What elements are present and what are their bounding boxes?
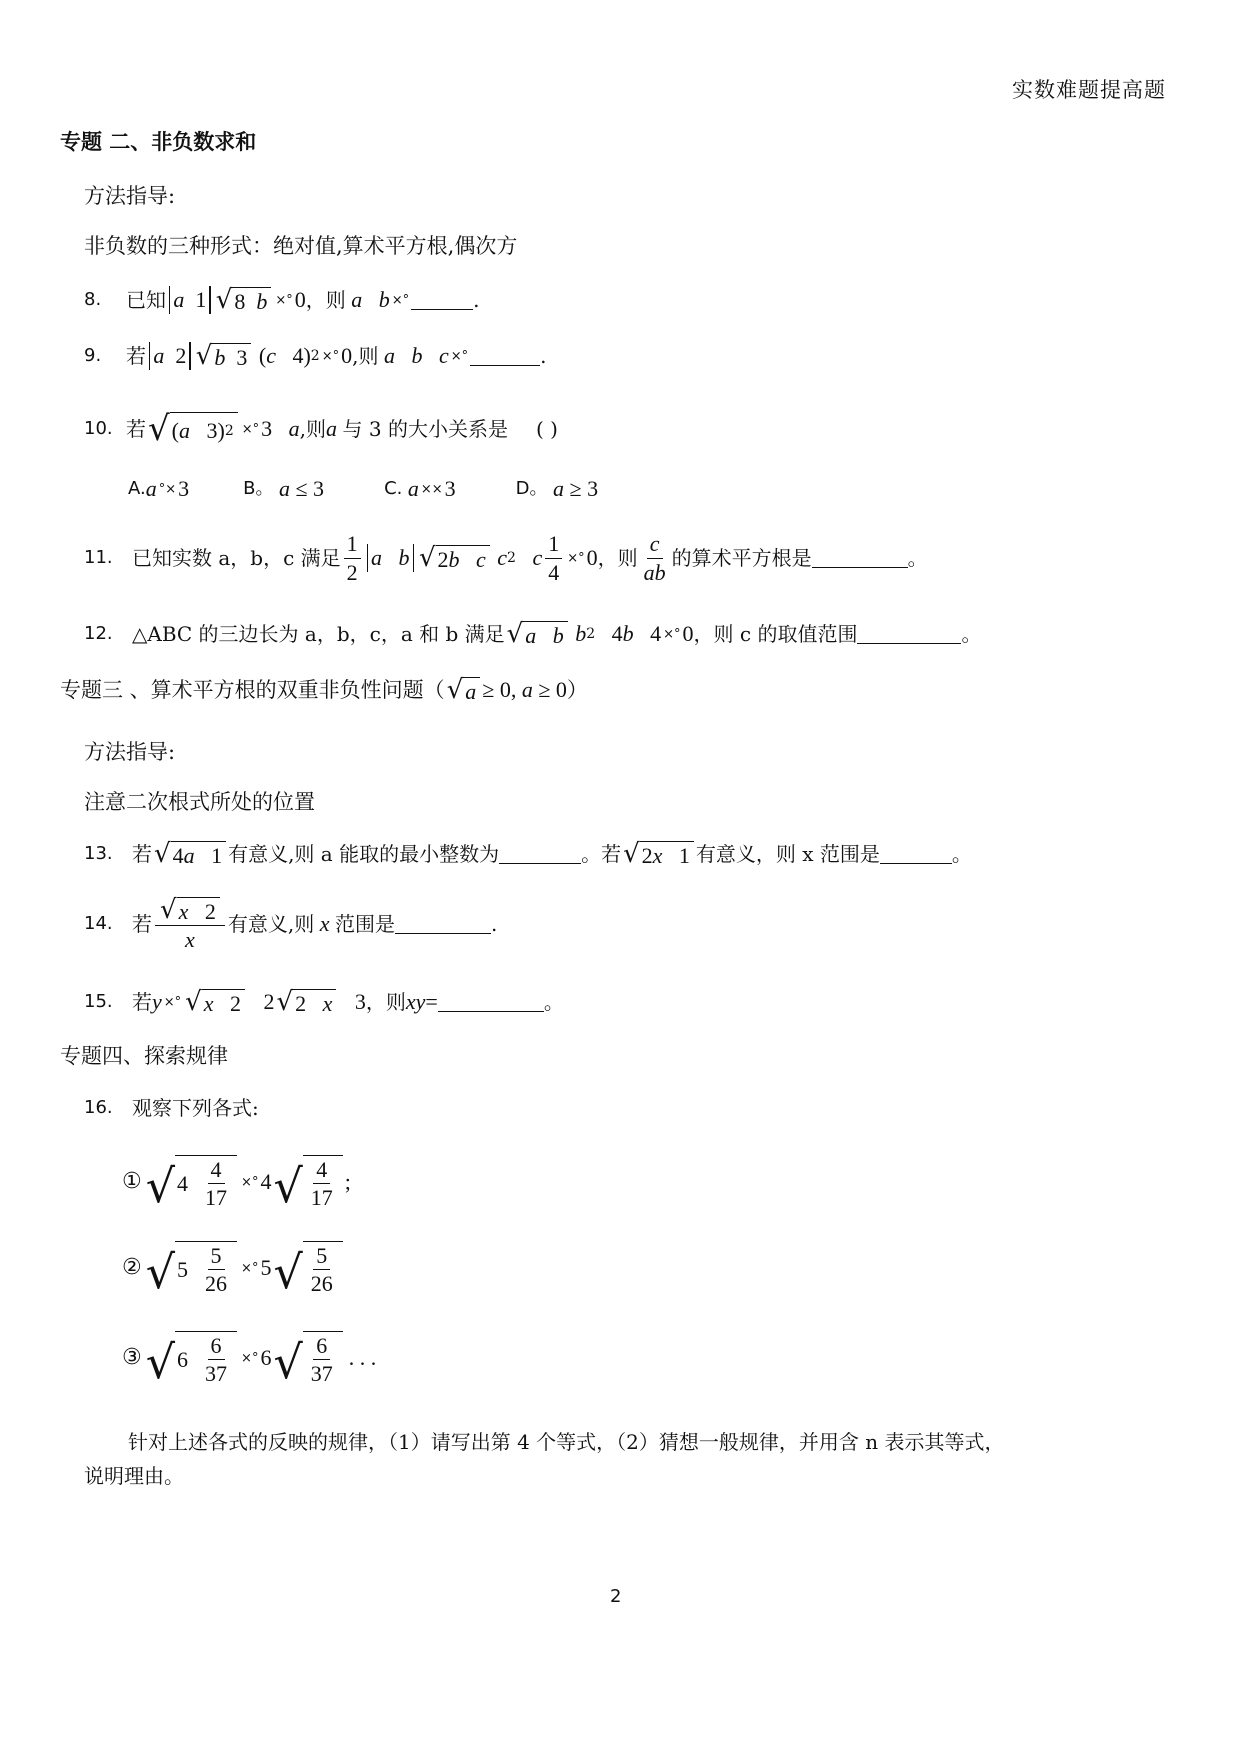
page-number: 2: [610, 1586, 622, 1607]
fraction: $\frac{1}{4}$: [545, 532, 562, 583]
question-11: 11. 已知实数 a，b，c 满足 $\frac{1}{2}$ a b √ 2 b c c 2 c $\frac{1}{4}$ ×° 0 ，则 $\frac{c}{ab}$ 的算术平方根是 。: [84, 531, 928, 585]
question-number: 14.: [84, 913, 113, 934]
abs-bar: [209, 286, 210, 314]
radical: √ 4 a 1: [154, 841, 226, 867]
abs-bar: [169, 286, 170, 314]
radical: √ $\frac{5}{26}$: [273, 1241, 342, 1295]
section-2-title: 专题 二、非负数求和: [60, 129, 257, 154]
question-15: 15. 若 y ×° √ x 2 2 √ 2 x 3 ，则 xy = 。: [84, 987, 564, 1017]
question-10: 10. 若 √ ( a 3) 2 ×° 3 a ,则 a 与 3 的大小关系是 ( ): [84, 409, 558, 449]
question-10-options: A. a °× 3 B。 a ≤ 3 C. a ×× 3 D。 a ≥ 3: [128, 476, 599, 501]
option-d: D。: [515, 478, 548, 499]
closing-line-2: 说明理由。: [84, 1464, 184, 1488]
radical: √ $\frac{6}{37}$: [273, 1331, 342, 1385]
radical: √ 8 b: [216, 287, 272, 313]
abs-bar: [413, 544, 414, 572]
section-2-method-label: 方法指导:: [84, 184, 176, 208]
radical: √ $\frac{4}{17}$: [273, 1155, 342, 1209]
question-text: ，则: [305, 288, 346, 312]
question-number: 9.: [84, 345, 102, 366]
answer-blank[interactable]: [857, 625, 961, 644]
question-14: 14. 若 √ x 2 x 有意义,则 x 范围是 .: [84, 895, 498, 952]
radical: √ 6 $\frac{6}{37}$: [146, 1331, 237, 1385]
question-number: 12.: [84, 623, 113, 644]
answer-blank[interactable]: [411, 291, 473, 310]
page-header: 实数难题提高题: [1012, 78, 1166, 102]
option-c: C.: [384, 478, 403, 499]
answer-blank[interactable]: [880, 845, 952, 864]
fraction: $\frac{c}{ab}$: [643, 531, 666, 585]
radical: √ 5 $\frac{5}{26}$: [146, 1241, 237, 1295]
radical: √ 4 $\frac{4}{17}$: [146, 1155, 237, 1209]
question-number: 10.: [84, 418, 113, 439]
abs-bar: [149, 342, 150, 370]
answer-blank[interactable]: [470, 347, 540, 366]
option-a: A.: [128, 478, 146, 499]
section-3-method-text: 注意二次根式所处的位置: [84, 790, 315, 814]
closing-line-1: 针对上述各式的反映的规律，（1）请写出第 4 个等式，（2）猜想一般规律，并用含 n 表示其等式，: [128, 1430, 1005, 1454]
question-number: 16.: [84, 1097, 113, 1118]
section-3-title: 专题三 、算术平方根的双重非负性问题（ √ a ≥ 0, a ≥ 0 ）: [60, 675, 588, 705]
question-13: 13. 若 √ 4 a 1 有意义,则 a 能取的最小整数为 。若 √ 2 x 1 有意义，则 x 范围是 。: [84, 839, 972, 869]
item-marker: ③: [122, 1345, 142, 1370]
pattern-item-2: ② √ 5 $\frac{5}{26}$ ×° 5 √ $\frac{5}{26}$: [122, 1232, 345, 1304]
question-number: 13.: [84, 843, 113, 864]
math-term: a: [173, 287, 185, 312]
radical: √ ( a 3) 2: [148, 412, 238, 446]
question-number: 11.: [84, 547, 113, 568]
radical: √ x 2: [160, 897, 220, 923]
question-number: 8.: [84, 289, 102, 310]
abs-bar: [367, 544, 368, 572]
option-b: B。: [243, 478, 274, 499]
section-3-method-label: 方法指导:: [84, 740, 176, 764]
section-4-title: 专题四、探索规律: [60, 1044, 228, 1068]
radical: √ a b: [507, 621, 568, 647]
radical: √ 2 x: [277, 989, 337, 1015]
answer-blank[interactable]: [812, 549, 908, 568]
item-marker: ①: [122, 1169, 142, 1194]
radical: √ a: [447, 677, 481, 703]
radical: √ x 2: [185, 989, 245, 1015]
section-2-method-text: 非负数的三种形式：绝对值,算术平方根,偶次方: [84, 234, 518, 258]
question-12: 12. △ABC 的三边长为 a，b，c，a 和 b 满足 √ a b b 2 4 b 4 ×° 0 ，则 c 的取值范围 。: [84, 619, 982, 649]
answer-blank[interactable]: [438, 993, 544, 1012]
question-8: 8. 已知 a 1 √ 8 b ×° 0 ，则 a b ×° .: [84, 285, 480, 315]
question-text: 若: [126, 344, 146, 368]
fraction: $\frac{1}{2}$: [344, 532, 361, 583]
radical: √ b 3: [196, 343, 252, 369]
radical: √ 2 b c: [419, 545, 490, 571]
question-16: 16. 观察下列各式:: [84, 1096, 259, 1120]
fraction: √ x 2 x: [155, 897, 225, 951]
abs-bar: [189, 342, 190, 370]
question-9: 9. 若 a 2 √ b 3 ( c 4) 2 ×° 0 ,则 a b c ×° .: [84, 341, 547, 371]
pattern-item-3: ③ √ 6 $\frac{6}{37}$ ×° 6 √ $\frac{6}{37}$ . . .: [122, 1332, 377, 1390]
pattern-item-1: ① √ 4 $\frac{4}{17}$ ×° 4 √ $\frac{4}{17}$ ;: [122, 1156, 351, 1214]
question-text: 已知: [126, 288, 166, 312]
item-marker: ②: [122, 1255, 142, 1280]
answer-blank[interactable]: [395, 915, 491, 934]
question-number: 15.: [84, 991, 113, 1012]
radical: √ 2 x 1: [623, 841, 694, 867]
answer-blank[interactable]: [499, 845, 581, 864]
